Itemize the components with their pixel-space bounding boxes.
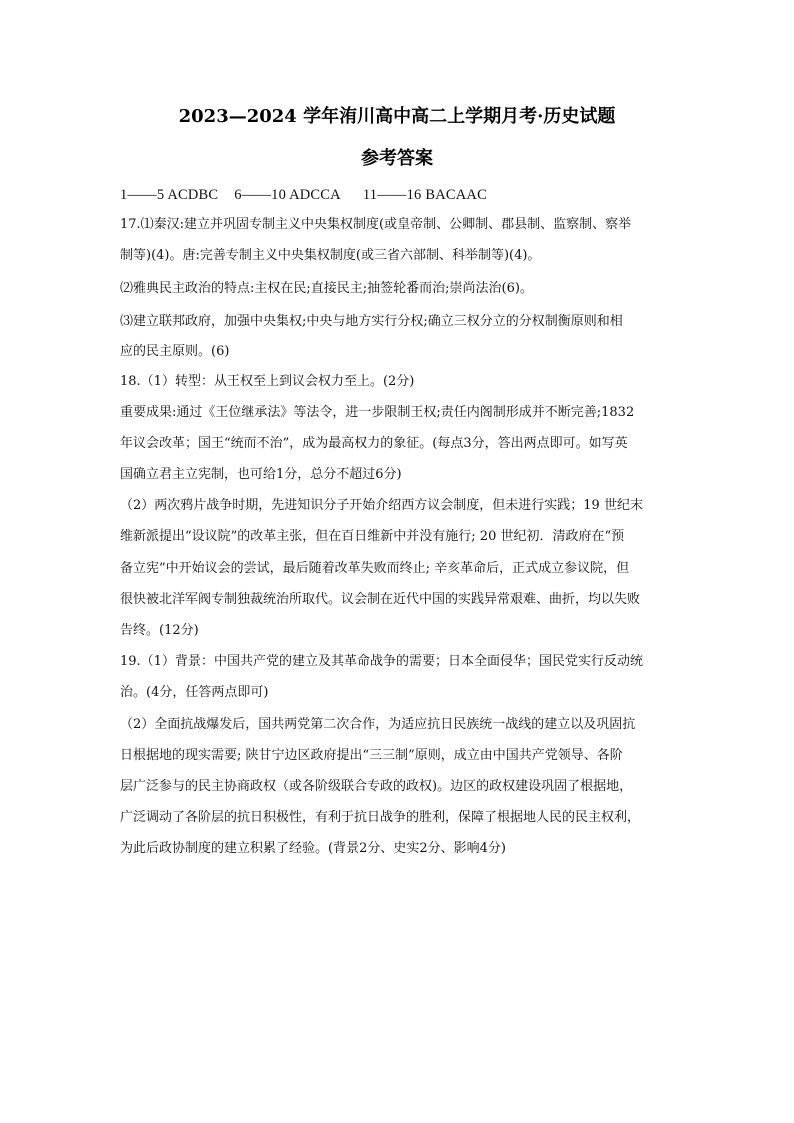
answer-18-line-3: 年议会改革；国王“统而不治”，成为最高权力的象征。(每点3分，答出两点即可。如写英 bbox=[120, 436, 628, 451]
answer-17-line-2: 制等)(4)。唐:完善专制主义中央集权制度(或三省六部制、科举制等)(4)。 bbox=[120, 248, 541, 263]
answer-18-line-8: 很快被北洋军阀专制独裁统治所取代。议会制在近代中国的实践异常艰难、曲折，均以失败 bbox=[120, 592, 641, 607]
choice-answers-line bbox=[120, 185, 690, 205]
answer-18-line-9: 告终。(12分) bbox=[120, 623, 199, 638]
answer-18-line-1: 18.（1）转型：从王权至上到议会权力至上。(2分) bbox=[120, 374, 415, 389]
answer-19-line-1: 19.（1）背景：中国共产党的建立及其革命战争的需要；日本全面侵华；国民党实行反动统 bbox=[120, 654, 643, 669]
answer-17-line-3: ⑵雅典民主政治的特点:主权在民;直接民主;抽签轮番而治;崇尚法治(6)。 bbox=[120, 281, 533, 296]
document-title: 2023—2024 学年洧川高中高二上学期月考·历史试题 bbox=[178, 106, 616, 127]
answer-19-line-4: 日根据地的现实需要; 陕甘宁边区政府提出“三三制”原则，成立由中国共产党领导、各阶 bbox=[120, 748, 623, 763]
answer-17-line-5: 应的民主原则。(6) bbox=[120, 344, 230, 359]
answer-19-line-2: 治。(4分，任答两点即可) bbox=[120, 685, 269, 700]
answer-18-line-4: 国确立君主立宪制，也可给1分，总分不超过6分) bbox=[120, 467, 402, 482]
choice-answers-11-16: 11——16 BACAAC bbox=[362, 187, 487, 203]
choice-answers-6-10: 6——10 ADCCA bbox=[234, 187, 341, 203]
document-subtitle: 参考答案 bbox=[361, 148, 433, 169]
answer-18-line-5: （2）两次鸦片战争时期，先进知识分子开始介绍西方议会制度，但未进行实践；19 世纪末 bbox=[120, 498, 643, 513]
answer-18-line-7: 备立宪”中开始议会的尝试，最后随着改革失败而终止; 辛亥革命后，正式成立参议院，但 bbox=[120, 561, 630, 576]
answer-17-line-1: 17.⑴秦汉:建立并巩固专制主义中央集权制度(或皇帝制、公卿制、郡县制、监察制、察举 bbox=[120, 217, 632, 232]
answer-19-line-3: （2）全面抗战爆发后，国共两党第二次合作，为适应抗日民族统一战线的建立以及巩固抗 bbox=[120, 717, 636, 732]
answer-18-line-6: 维新派提出“设议院”的改革主张，但在百日维新中并没有施行; 20 世纪初．清政府在“预 bbox=[120, 529, 625, 544]
answer-18-line-2: 重要成果:通过《王位继承法》等法令，进一步限制王权;责任内阁制形成并不断完善;1832 bbox=[120, 405, 635, 420]
answer-19-line-5: 层广泛参与的民主协商政权（或各阶级联合专政的政权)。边区的政权建设巩固了根据地， bbox=[120, 779, 633, 794]
answer-19-line-6: 广泛调动了各阶层的抗日积极性，有利于抗日战争的胜利，保障了根据地人民的民主权利， bbox=[120, 810, 641, 825]
answer-17-line-4: ⑶建立联邦政府，加强中央集权;中央与地方实行分权;确立三权分立的分权制衡原则和相 bbox=[120, 314, 623, 329]
choice-answers-1-5: 1——5 ACDBC bbox=[120, 187, 219, 203]
answer-19-line-7: 为此后政协制度的建立积累了经验。(背景2分、史实2分、影响4分) bbox=[120, 841, 506, 856]
